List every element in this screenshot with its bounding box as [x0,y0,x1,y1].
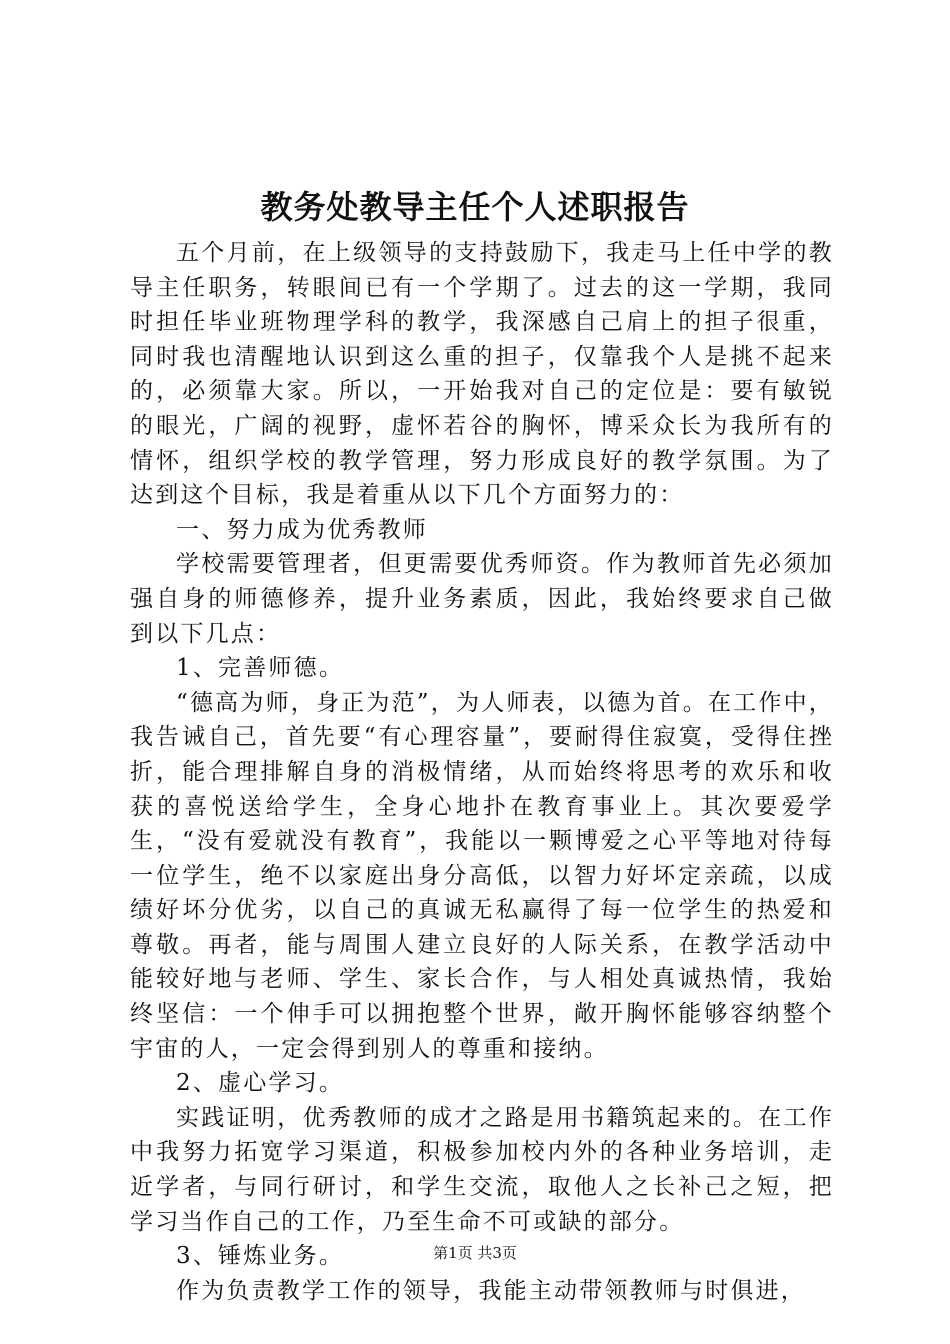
document-title: 教务处教导主任个人述职报告 [260,188,690,226]
subheading-2: 2、虚心学习。 [176,1070,345,1097]
subheading-3: 3、锤炼业务。 [176,1243,345,1270]
page-number-footer: 第1页 共3页 [433,1244,517,1262]
paragraph-section-1: 学校需要管理者，但更需要优秀师资。作为教师首先必须加强自身的师德修养，提升业务素质，因此，我始终要求自己做到以下几点： [130,551,834,647]
subheading-1: 1、完善师德。 [176,655,345,682]
paragraph-learning: 实践证明，优秀教师的成才之路是用书籍筑起来的。在工作中我努力拓宽学习渠道，积极参加校内外的各种业务培训，走近学者，与同行研讨，和学生交流，取他人之长补己之短，把学习当作自己的工作，乃至生命不可或缺的部分。 [130,1104,834,1235]
document-body [130,236,834,1308]
paragraph-skills: 作为负责教学工作的领导，我能主动带领教师与时俱进， [176,1277,806,1304]
paragraph-intro: 五个月前，在上级领导的支持鼓励下，我走马上任中学的教导主任职务，转眼间已有一个学期了。过去的这一学期，我同时担任毕业班物理学科的教学，我深感自己肩上的担子很重，同时我也清醒地认识到这么重的担子，仅靠我个人是挑不起来的，必须靠大家。所以，一开始我对自己的定位是：要有敏锐的眼光，广阔的视野，虚怀若谷的胸怀，博采众长为我所有的情怀，组织学校的教学管理，努力形成良好的教学氛围。为了达到这个目标，我是着重从以下几个方面努力的： [130,240,834,509]
section-heading-1: 一、努力成为优秀教师 [176,516,428,543]
paragraph-ethics: “德高为师，身正为范”，为人师表，以德为首。在工作中，我告诫自己，首先要“有心理容量”，要耐得住寂寞，受得住挫折，能合理排解自身的消极情绪，从而始终将思考的欢乐和收获的喜悦送给学生，全身心地扑在教育事业上。其次要爱学生，“没有爱就没有教育”，我能以一颗博爱之心平等地对待每一位学生，绝不以家庭出身分高低，以智力好坏定亲疏，以成绩好坏分优劣，以自己的真诚无私赢得了每一位学生的热爱和尊敬。再者，能与周围人建立良好的人际关系，在教学活动中能较好地与老师、学生、家长合作，与人相处真诚热情，我始终坚信：一个伸手可以拥抱整个世界，敞开胸怀能够容纳整个宇宙的人，一定会得到别人的尊重和接纳。 [130,689,834,1062]
